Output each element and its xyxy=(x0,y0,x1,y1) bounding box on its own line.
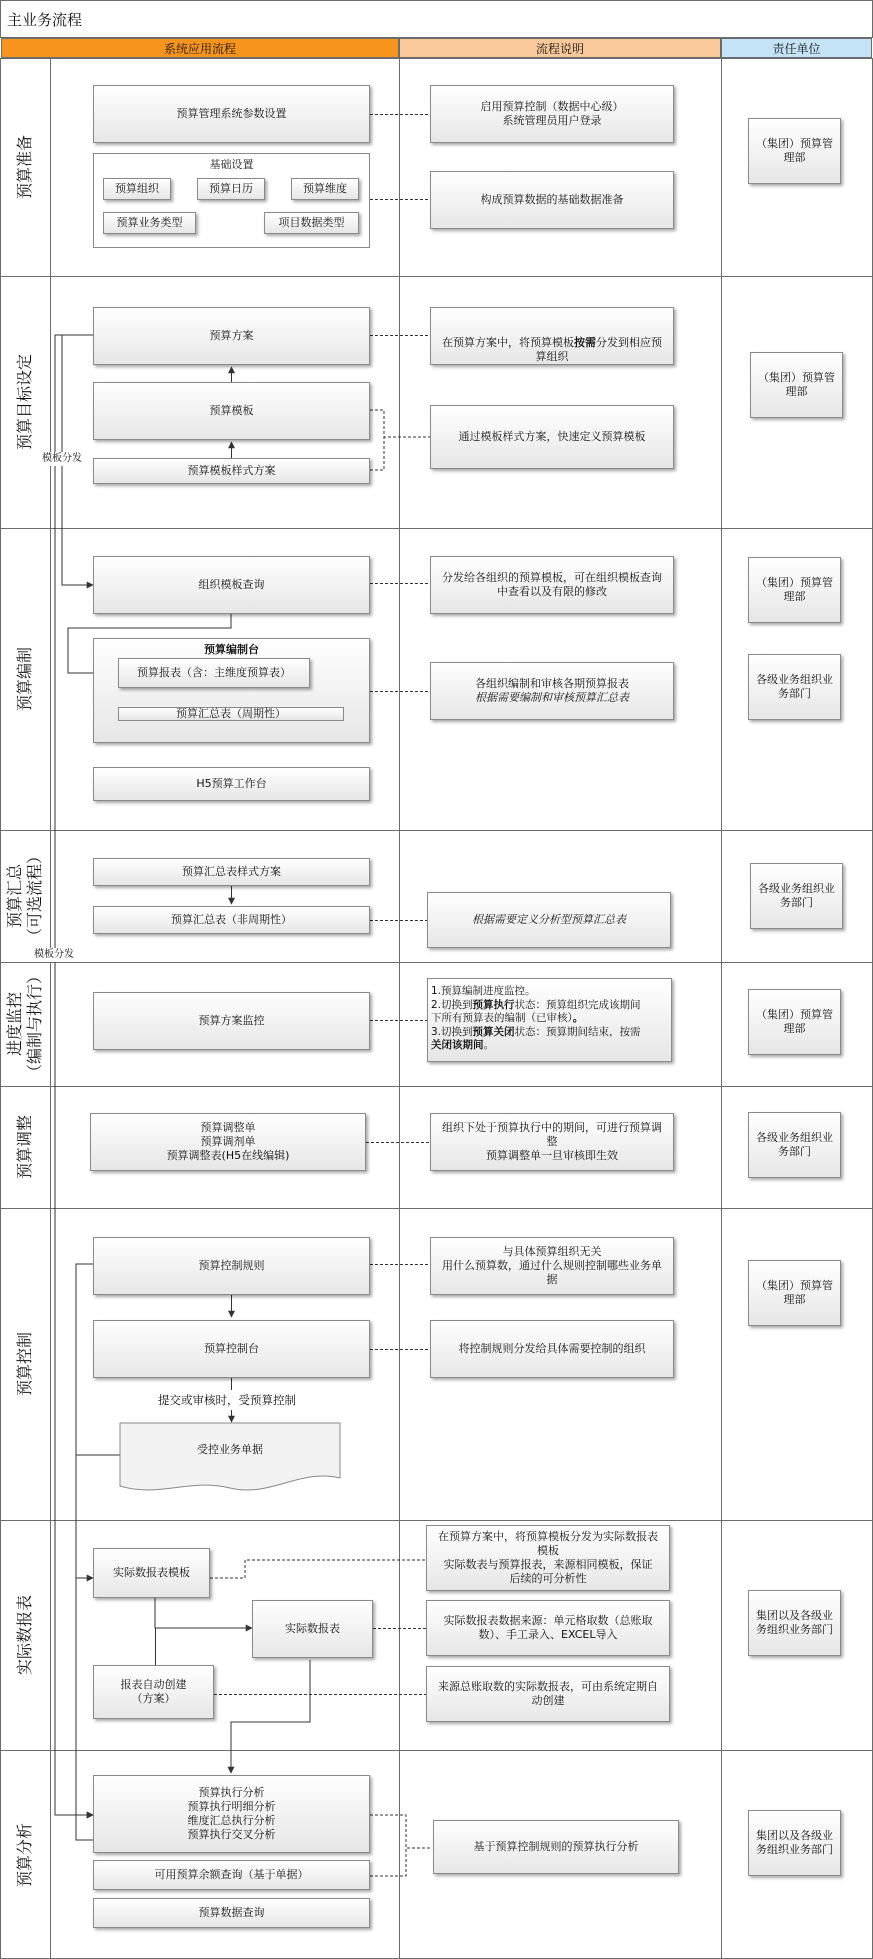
node-adjust: 预算调整单 预算调剂单 预算调整表(H5在线编辑) xyxy=(90,1113,366,1171)
node-biztype: 预算业务类型 xyxy=(103,212,196,234)
node-control-rule: 预算控制规则 xyxy=(93,1237,370,1295)
node-h5: H5预算工作台 xyxy=(93,767,370,801)
lane-prep: 预算准备 xyxy=(15,134,35,200)
lane-compile: 预算编制 xyxy=(15,646,35,712)
node-analysis: 预算执行分析 预算执行明细分析 维度汇总执行分析 预算执行交叉分析 xyxy=(93,1775,370,1853)
node-auto-create: 报表自动创建 （方案） xyxy=(93,1665,214,1719)
note-11: 将控制规则分发给具体需要控制的组织 xyxy=(430,1320,674,1378)
node-available-balance: 可用预算余额查询（基于单据） xyxy=(93,1860,370,1890)
note-2: 构成预算数据的基础数据准备 xyxy=(430,171,674,229)
diagram-title: 主业务流程 xyxy=(7,10,83,29)
label-template-dist-2: 模板分发 xyxy=(34,949,74,960)
owner-summary: 各级业务组织业 务部门 xyxy=(750,863,843,929)
lane-actual: 实际数报表 xyxy=(15,1594,35,1676)
node-plan-monitor: 预算方案监控 xyxy=(93,992,370,1050)
note-7: 根据需要定义分析型预算汇总表 xyxy=(427,892,671,948)
lane-analysis: 预算分析 xyxy=(15,1822,35,1887)
note-6: 各组织编制和审核各期预算报表 根据需要编制和审核预算汇总表 xyxy=(430,662,674,720)
node-org: 预算组织 xyxy=(103,178,171,200)
node-dimension: 预算维度 xyxy=(291,178,359,200)
node-params: 预算管理系统参数设置 xyxy=(93,85,370,143)
note-14: 来源总账取数的实际数报表，可由系统定期自 动创建 xyxy=(426,1666,670,1722)
note-5: 分发给各组织的预算模板，可在组织模板查询 中查看以及有限的修改 xyxy=(430,556,674,614)
owner-actual: 集团以及各级业 务组织业务部门 xyxy=(748,1590,841,1656)
node-budget-report: 预算报表（含：主维度预算表） xyxy=(118,658,310,688)
lane-control: 预算控制 xyxy=(15,1331,35,1397)
note-10: 与具体预算组织无关 用什么预算数，通过什么规则控制哪些业务单 据 xyxy=(430,1237,674,1295)
owner-compile-biz: 各级业务组织业 务部门 xyxy=(748,654,841,720)
note-12: 在预算方案中，将预算模板分发为实际数报表 模板 实际数表与预算报表，来源相同模板，保证 后续的可分析性 xyxy=(426,1525,670,1591)
node-summary-nonperiod: 预算汇总表（非周期性） xyxy=(93,906,370,934)
note-15: 基于预算控制规则的预算执行分析 xyxy=(433,1820,679,1874)
note-4: 通过模板样式方案，快速定义预算模板 xyxy=(430,405,674,469)
lane-target: 预算目标设定 xyxy=(15,353,35,451)
note-3: 在预算方案中，将预算模板按需分发到相应预 算组织 xyxy=(430,307,674,365)
lane-summary: 预算汇总 （可选流程） xyxy=(5,847,45,945)
lane-monitor: 进度监控 （编制与执行） xyxy=(5,967,45,1081)
note-9: 组织下处于预算执行中的期间，可进行预算调 整 预算调整单一旦审核即生效 xyxy=(430,1113,674,1171)
owner-target: （集团）预算管 理部 xyxy=(750,352,843,418)
node-actual-report: 实际数报表 xyxy=(252,1600,373,1658)
node-style-plan: 预算模板样式方案 xyxy=(93,458,370,484)
node-controlled-doc: 受控业务单据 xyxy=(197,1443,263,1456)
note-13: 实际数报表数据来源：单元格取数（总账取 数）、手工录入、EXCEL导入 xyxy=(426,1600,670,1656)
node-actual-template: 实际数报表模板 xyxy=(93,1548,210,1598)
header-owner: 责任单位 xyxy=(721,38,872,58)
workbench-title: 预算编制台 xyxy=(204,643,259,656)
owner-adjust: 各级业务组织业 务部门 xyxy=(748,1112,841,1178)
node-calendar: 预算日历 xyxy=(197,178,265,200)
owner-monitor: （集团）预算管 理部 xyxy=(748,989,841,1055)
node-summary-style: 预算汇总表样式方案 xyxy=(93,858,370,886)
node-template: 预算模板 xyxy=(93,382,370,440)
node-projdata: 项目数据类型 xyxy=(264,212,359,234)
owner-prep: （集团）预算管 理部 xyxy=(748,118,841,184)
node-control-desk: 预算控制台 xyxy=(93,1320,370,1378)
node-summary-period: 预算汇总表（周期性） xyxy=(118,707,344,721)
note-1: 启用预算控制（数据中心级） 系统管理员用户登录 xyxy=(430,85,674,143)
header-flow-desc: 流程说明 xyxy=(399,38,721,58)
owner-analysis: 集团以及各级业 务组织业务部门 xyxy=(748,1810,841,1876)
node-data-query: 预算数据查询 xyxy=(93,1898,370,1928)
base-setup-title: 基础设置 xyxy=(209,158,254,171)
label-submit-note: 提交或审核时，受预算控制 xyxy=(158,1393,296,1407)
node-org-query: 组织模板查询 xyxy=(93,556,370,614)
note-8: 1.预算编制进度监控。 2.切换到预算执行状态：预算组织完成该期间 下所有预算表的编制（已审核）。 3.切换到预算关闭状态：预算期间结束，按需 关闭该期间。 xyxy=(427,978,672,1062)
owner-control: （集团）预算管 理部 xyxy=(748,1260,841,1326)
lane-adjust: 预算调整 xyxy=(15,1114,35,1180)
header-system-flow: 系统应用流程 xyxy=(1,38,399,58)
owner-compile-group: （集团）预算管 理部 xyxy=(748,557,841,623)
label-template-dist: 模板分发 xyxy=(42,453,82,464)
node-plan: 预算方案 xyxy=(93,307,370,365)
